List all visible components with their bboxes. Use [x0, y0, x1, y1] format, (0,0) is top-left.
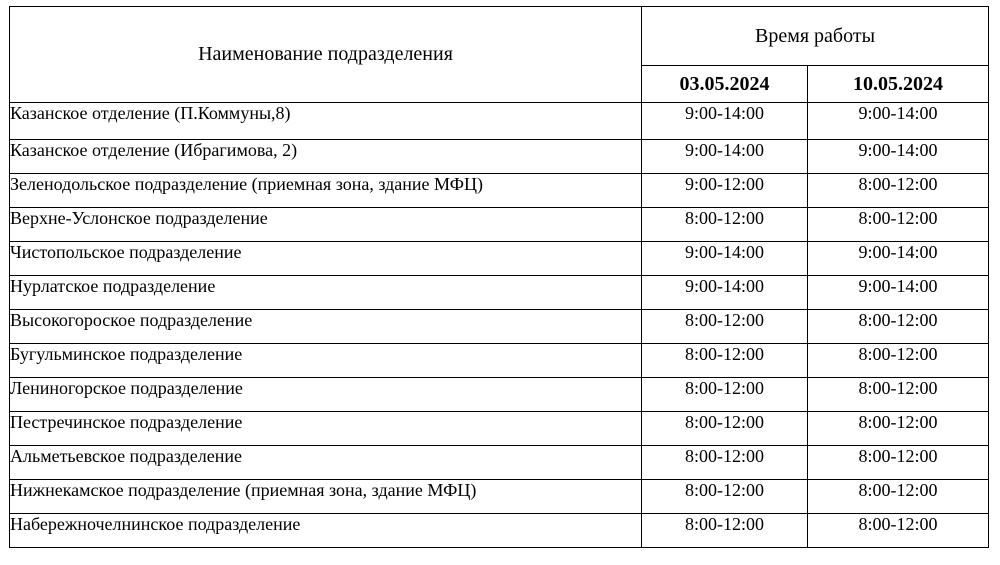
table-row [10, 310, 989, 344]
hours-cell-date-1: 9:00-14:00 [642, 276, 808, 310]
hours-cell-date-1: 8:00-12:00 [642, 514, 808, 548]
hours-cell-date-1: 8:00-12:00 [642, 412, 808, 446]
hours-cell-date-2: 9:00-14:00 [808, 140, 989, 174]
hours-cell-date-2: 8:00-12:00 [808, 208, 989, 242]
hours-cell-date-2: 9:00-14:00 [808, 276, 989, 310]
hours-cell-date-1: 8:00-12:00 [642, 208, 808, 242]
column-header-date-1: 03.05.2024 [642, 66, 808, 103]
table-row [10, 344, 989, 378]
hours-cell-date-2: 9:00-14:00 [808, 242, 989, 276]
column-header-time: Время работы [642, 7, 989, 66]
table-row [10, 140, 989, 174]
division-name-cell: Альметьевское подразделение [10, 446, 642, 480]
hours-cell-date-2: 8:00-12:00 [808, 412, 989, 446]
hours-cell-date-2: 8:00-12:00 [808, 446, 989, 480]
hours-cell-date-2: 8:00-12:00 [808, 378, 989, 412]
division-name-cell: Нижнекамское подразделение (приемная зона, здание МФЦ) [10, 480, 642, 514]
hours-cell-date-1: 8:00-12:00 [642, 446, 808, 480]
division-name-cell: Пестречинское подразделение [10, 412, 642, 446]
column-header-date-2: 10.05.2024 [808, 66, 989, 103]
hours-cell-date-2: 8:00-12:00 [808, 344, 989, 378]
table-row [10, 276, 989, 310]
hours-cell-date-2: 8:00-12:00 [808, 480, 989, 514]
hours-cell-date-1: 9:00-14:00 [642, 242, 808, 276]
table-row [10, 514, 989, 548]
table-row [10, 480, 989, 514]
division-name-cell: Зеленодольское подразделение (приемная зона, здание МФЦ) [10, 174, 642, 208]
division-name-cell: Нурлатское подразделение [10, 276, 642, 310]
hours-cell-date-1: 8:00-12:00 [642, 344, 808, 378]
schedule-table [9, 6, 989, 548]
table-row [10, 446, 989, 480]
hours-cell-date-2: 8:00-12:00 [808, 514, 989, 548]
table-body [10, 103, 989, 548]
division-name-cell: Набережночелнинское подразделение [10, 514, 642, 548]
hours-cell-date-2: 8:00-12:00 [808, 310, 989, 344]
hours-cell-date-1: 9:00-14:00 [642, 103, 808, 140]
hours-cell-date-1: 9:00-14:00 [642, 140, 808, 174]
hours-cell-date-2: 8:00-12:00 [808, 174, 989, 208]
division-name-cell: Лениногорское подразделение [10, 378, 642, 412]
table-row [10, 103, 989, 140]
hours-cell-date-1: 8:00-12:00 [642, 480, 808, 514]
hours-cell-date-2: 9:00-14:00 [808, 103, 989, 140]
table-row [10, 412, 989, 446]
division-name-cell: Казанское отделение (Ибрагимова, 2) [10, 140, 642, 174]
division-name-cell: Чистопольское подразделение [10, 242, 642, 276]
division-name-cell: Высокогороское подразделение [10, 310, 642, 344]
hours-cell-date-1: 9:00-12:00 [642, 174, 808, 208]
hours-cell-date-1: 8:00-12:00 [642, 310, 808, 344]
table-row [10, 242, 989, 276]
column-header-name: Наименование подразделения [10, 7, 642, 103]
division-name-cell: Бугульминское подразделение [10, 344, 642, 378]
division-name-cell: Казанское отделение (П.Коммуны,8) [10, 103, 642, 140]
table-row [10, 174, 989, 208]
table-row [10, 208, 989, 242]
hours-cell-date-1: 8:00-12:00 [642, 378, 808, 412]
division-name-cell: Верхне-Услонское подразделение [10, 208, 642, 242]
table-row [10, 378, 989, 412]
table-header [10, 7, 989, 103]
